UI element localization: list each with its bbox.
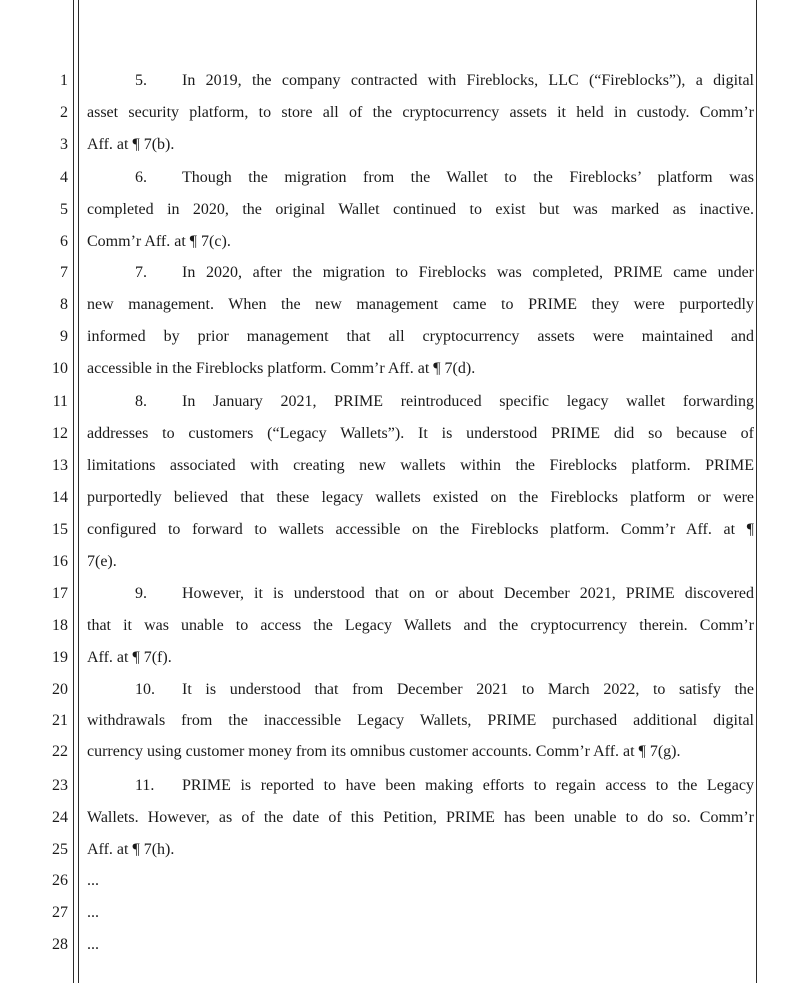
line-number: 22 [52,743,68,760]
left-margin-rule-inner [78,0,79,983]
line-number: 24 [52,809,68,826]
line-number: 20 [52,681,68,698]
line-number: 23 [52,777,68,794]
paragraph-line-text: In January 2021, PRIME reintroduced specific legacy wallet forwarding [182,393,754,410]
paragraph-first-line [87,776,754,796]
paragraph-line: addresses to customers (“Legacy Wallets”). It is understood PRIME did so because of [87,425,754,442]
paragraph-line: configured to forward to wallets accessible on the Fireblocks platform. Comm’r Aff. at ¶ [87,521,754,538]
paragraph-line-text: Though the migration from the Wallet to the Fireblocks’ platform was [182,169,754,186]
paragraph-line: limitations associated with creating new wallets within the Fireblocks platform. PRIME [87,457,754,474]
paragraph-number: 11. [135,777,155,794]
right-margin-rule [756,0,757,983]
ellipsis-line: ... [87,904,99,921]
ellipsis-line: ... [87,872,99,889]
line-number: 2 [60,104,68,121]
paragraph-first-line [87,584,754,604]
paragraph-line: purportedly believed that these legacy wallets existed on the Fireblocks platform or were [87,489,754,506]
line-number: 18 [52,617,68,634]
line-number: 15 [52,521,68,538]
line-number: 5 [60,201,68,218]
paragraph-line-text: PRIME is reported to have been making efforts to regain access to the Legacy [182,777,754,794]
line-number: 6 [60,233,68,250]
paragraph-number: 7. [135,264,147,281]
paragraph-line-text: However, it is understood that on or about December 2021, PRIME discovered [182,585,754,602]
line-number: 14 [52,489,68,506]
paragraph-line: asset security platform, to store all of the cryptocurrency assets it held in custody. Comm’r [87,104,754,121]
line-number: 10 [52,360,68,377]
paragraph-line: Aff. at ¶ 7(f). [87,649,172,666]
paragraph-line-text: In 2019, the company contracted with Fireblocks, LLC (“Fireblocks”), a digital [182,72,754,89]
line-number: 3 [60,136,68,153]
line-number: 26 [52,872,68,889]
paragraph-first-line [87,263,754,283]
ellipsis-line: ... [87,936,99,953]
paragraph-line: currency using customer money from its omnibus customer accounts. Comm’r Aff. at ¶ 7(g). [87,743,681,760]
paragraph-number: 8. [135,393,147,410]
paragraph-first-line [87,168,754,188]
line-number: 9 [60,328,68,345]
paragraph-line: Aff. at ¶ 7(h). [87,841,175,858]
paragraph-line: Comm’r Aff. at ¶ 7(c). [87,233,231,250]
line-number: 7 [60,264,68,281]
paragraph-first-line [87,392,754,412]
paragraph-line: that it was unable to access the Legacy Wallets and the cryptocurrency therein. Comm’r [87,617,754,634]
paragraph-number: 5. [135,72,147,89]
paragraph-number: 10. [135,681,155,698]
line-number: 4 [60,169,68,186]
line-number: 19 [52,649,68,666]
line-number: 13 [52,457,68,474]
paragraph-line: 7(e). [87,553,117,570]
line-number: 17 [52,585,68,602]
paragraph-number: 6. [135,169,147,186]
paragraph-line-text: In 2020, after the migration to Fireblocks was completed, PRIME came under [182,264,754,281]
paragraph-line: new management. When the new management came to PRIME they were purportedly [87,296,754,313]
paragraph-line: Wallets. However, as of the date of this Petition, PRIME has been unable to do so. Comm’r [87,809,754,826]
line-number: 27 [52,904,68,921]
paragraph-line: withdrawals from the inaccessible Legacy Wallets, PRIME purchased additional digital [87,712,754,729]
line-number: 11 [52,393,68,410]
left-margin-rule-outer [73,0,74,983]
line-number: 25 [52,841,68,858]
line-number: 28 [52,936,68,953]
paragraph-line: Aff. at ¶ 7(b). [87,136,175,153]
line-number: 21 [52,712,68,729]
line-number: 12 [52,425,68,442]
paragraph-first-line [87,71,754,91]
line-number: 1 [60,72,68,89]
paragraph-number: 9. [135,585,147,602]
paragraph-line: accessible in the Fireblocks platform. Comm’r Aff. at ¶ 7(d). [87,360,476,377]
line-number: 16 [52,553,68,570]
paragraph-line: informed by prior management that all cryptocurrency assets were maintained and [87,328,754,345]
paragraph-line-text: It is understood that from December 2021 to March 2022, to satisfy the [182,681,754,698]
paragraph-line: completed in 2020, the original Wallet continued to exist but was marked as inactive. [87,201,754,218]
paragraph-first-line [87,680,754,700]
line-number: 8 [60,296,68,313]
